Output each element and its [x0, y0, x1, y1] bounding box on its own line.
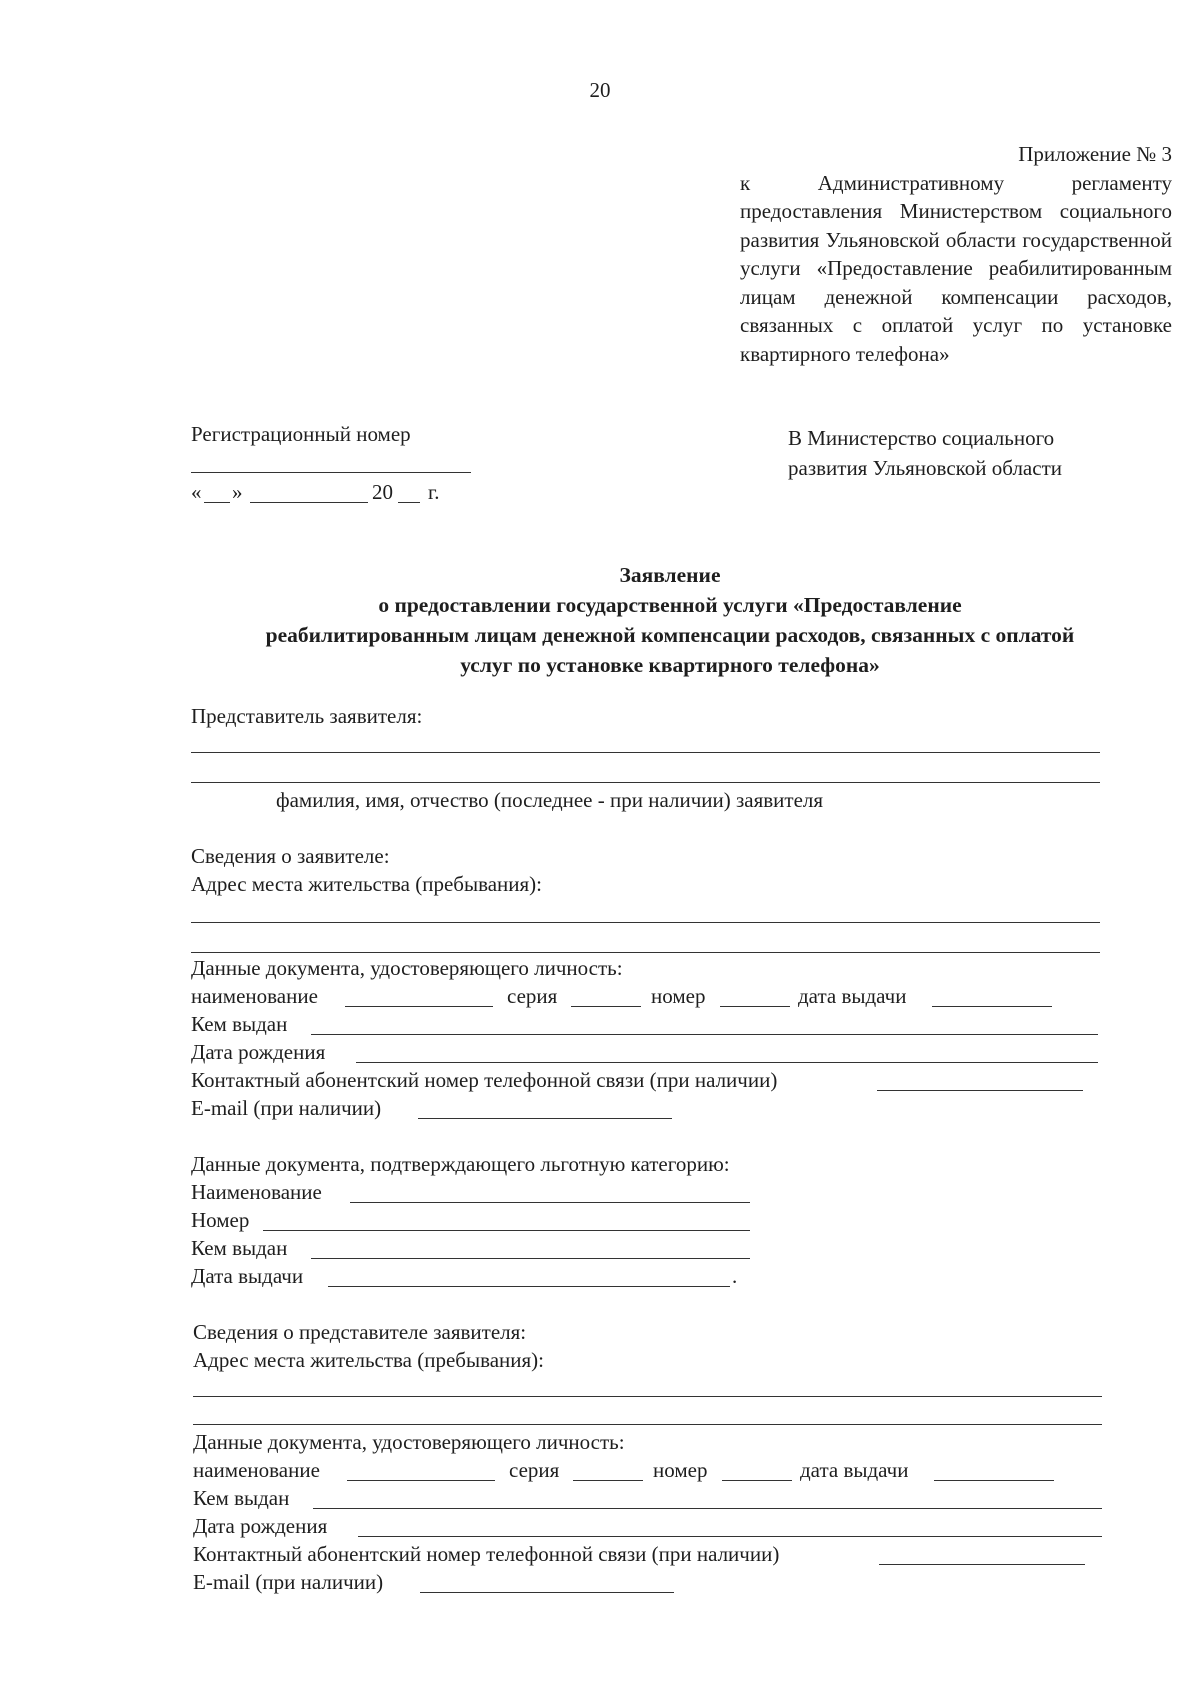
benefit-doc-end-mark: .	[732, 1264, 738, 1288]
registration-date-open: «	[191, 480, 202, 504]
benefit-doc-name-field[interactable]	[350, 1202, 750, 1203]
applicant-issued-by-label: Кем выдан	[191, 1012, 288, 1036]
benefit-doc-issue-date-field[interactable]	[328, 1286, 730, 1287]
applicant-issued-by-field[interactable]	[311, 1034, 1098, 1035]
applicant-email-field[interactable]	[418, 1118, 672, 1119]
addressee-line-1: В Министерство социального	[788, 426, 1055, 450]
page-number: 20	[589, 78, 611, 102]
appendix-body: к Административному регламенту предоставления Министерством социального развития Ульяновской области государственной услуги «Предоставление реабилитированным лицам денежной компенсации расходов, связанных с оплатой услуг по установке квартирного телефона»	[740, 170, 1172, 366]
representative-doc-name-label: наименование	[193, 1458, 320, 1482]
representative-email-label: E-mail (при наличии)	[193, 1570, 384, 1594]
representative-phone-field[interactable]	[879, 1564, 1085, 1565]
applicant-doc-number-field[interactable]	[720, 1006, 790, 1007]
registration-day-field[interactable]	[204, 502, 230, 503]
benefit-doc-issued-by-field[interactable]	[311, 1258, 750, 1259]
heading-line-1: Заявление	[619, 563, 721, 587]
applicant-phone-label: Контактный абонентский номер телефонной связи (при наличии)	[191, 1068, 778, 1092]
applicant-email-label: E-mail (при наличии)	[191, 1096, 382, 1120]
registration-month-field[interactable]	[250, 502, 368, 503]
benefit-doc-issued-by-label: Кем выдан	[191, 1236, 288, 1260]
applicant-doc-issue-date-label: дата выдачи	[798, 984, 907, 1008]
representative-email-field[interactable]	[420, 1592, 674, 1593]
representative-phone-label: Контактный абонентский номер телефонной связи (при наличии)	[193, 1542, 780, 1566]
applicant-doc-issue-date-field[interactable]	[932, 1006, 1052, 1007]
applicant-birth-date-field[interactable]	[356, 1062, 1098, 1063]
representative-issued-by-label: Кем выдан	[193, 1486, 290, 1510]
heading-line-2: о предоставлении государственной услуги «Предоставление	[378, 593, 962, 617]
benefit-doc-name-label: Наименование	[191, 1180, 322, 1204]
registration-number-field[interactable]	[191, 472, 471, 473]
applicant-doc-name-label: наименование	[191, 984, 318, 1008]
representative-doc-number-label: номер	[653, 1458, 708, 1482]
representative-issued-by-field[interactable]	[313, 1508, 1102, 1509]
representative-doc-name-field[interactable]	[347, 1480, 495, 1481]
registration-year-suffix: г.	[428, 480, 440, 504]
representative-section-title: Сведения о представителе заявителя:	[193, 1320, 527, 1344]
addressee-line-2: развития Ульяновской области	[788, 456, 1062, 480]
representative-address-field-2[interactable]	[193, 1424, 1102, 1425]
benefit-doc-number-label: Номер	[191, 1208, 250, 1232]
benefit-doc-issue-date-label: Дата выдачи	[191, 1264, 304, 1288]
registration-date-close: »	[232, 480, 243, 504]
applicant-phone-field[interactable]	[877, 1090, 1083, 1091]
applicant-doc-name-field[interactable]	[345, 1006, 493, 1007]
applicant-address-label: Адрес места жительства (пребывания):	[191, 872, 543, 896]
representative-name-field-2[interactable]	[191, 782, 1100, 783]
heading-line-3: реабилитированным лицам денежной компенсации расходов, связанных с оплатой	[265, 623, 1075, 647]
benefit-doc-title: Данные документа, подтверждающего льготную категорию:	[191, 1152, 730, 1176]
representative-doc-issue-date-label: дата выдачи	[800, 1458, 909, 1482]
applicant-id-doc-title: Данные документа, удостоверяющего личность:	[191, 956, 623, 980]
registration-year-prefix: 20	[372, 480, 393, 504]
applicant-birth-date-label: Дата рождения	[191, 1040, 326, 1064]
appendix-title: Приложение № 3	[1018, 142, 1172, 166]
representative-id-doc-title: Данные документа, удостоверяющего личность:	[193, 1430, 625, 1454]
representative-birth-date-label: Дата рождения	[193, 1514, 328, 1538]
applicant-doc-number-label: номер	[651, 984, 706, 1008]
applicant-address-field-2[interactable]	[191, 952, 1100, 953]
representative-address-field-1[interactable]	[193, 1396, 1102, 1397]
representative-birth-date-field[interactable]	[358, 1536, 1102, 1537]
applicant-doc-series-label: серия	[507, 984, 558, 1008]
registration-label: Регистрационный номер	[191, 422, 411, 446]
heading-line-4: услуг по установке квартирного телефона»	[460, 653, 880, 677]
representative-doc-series-label: серия	[509, 1458, 560, 1482]
representative-name-field-1[interactable]	[191, 752, 1100, 753]
representative-doc-number-field[interactable]	[722, 1480, 792, 1481]
applicant-address-field-1[interactable]	[191, 922, 1100, 923]
representative-address-label: Адрес места жительства (пребывания):	[193, 1348, 545, 1372]
representative-doc-issue-date-field[interactable]	[934, 1480, 1054, 1481]
representative-label: Представитель заявителя:	[191, 704, 423, 728]
document-heading	[190, 560, 1150, 680]
registration-year-field[interactable]	[398, 502, 420, 503]
fio-note: фамилия, имя, отчество (последнее - при наличии) заявителя	[276, 788, 824, 812]
applicant-section-title: Сведения о заявителе:	[191, 844, 390, 868]
representative-doc-series-field[interactable]	[573, 1480, 643, 1481]
appendix-block	[740, 140, 1172, 368]
applicant-doc-series-field[interactable]	[571, 1006, 641, 1007]
benefit-doc-number-field[interactable]	[263, 1230, 750, 1231]
